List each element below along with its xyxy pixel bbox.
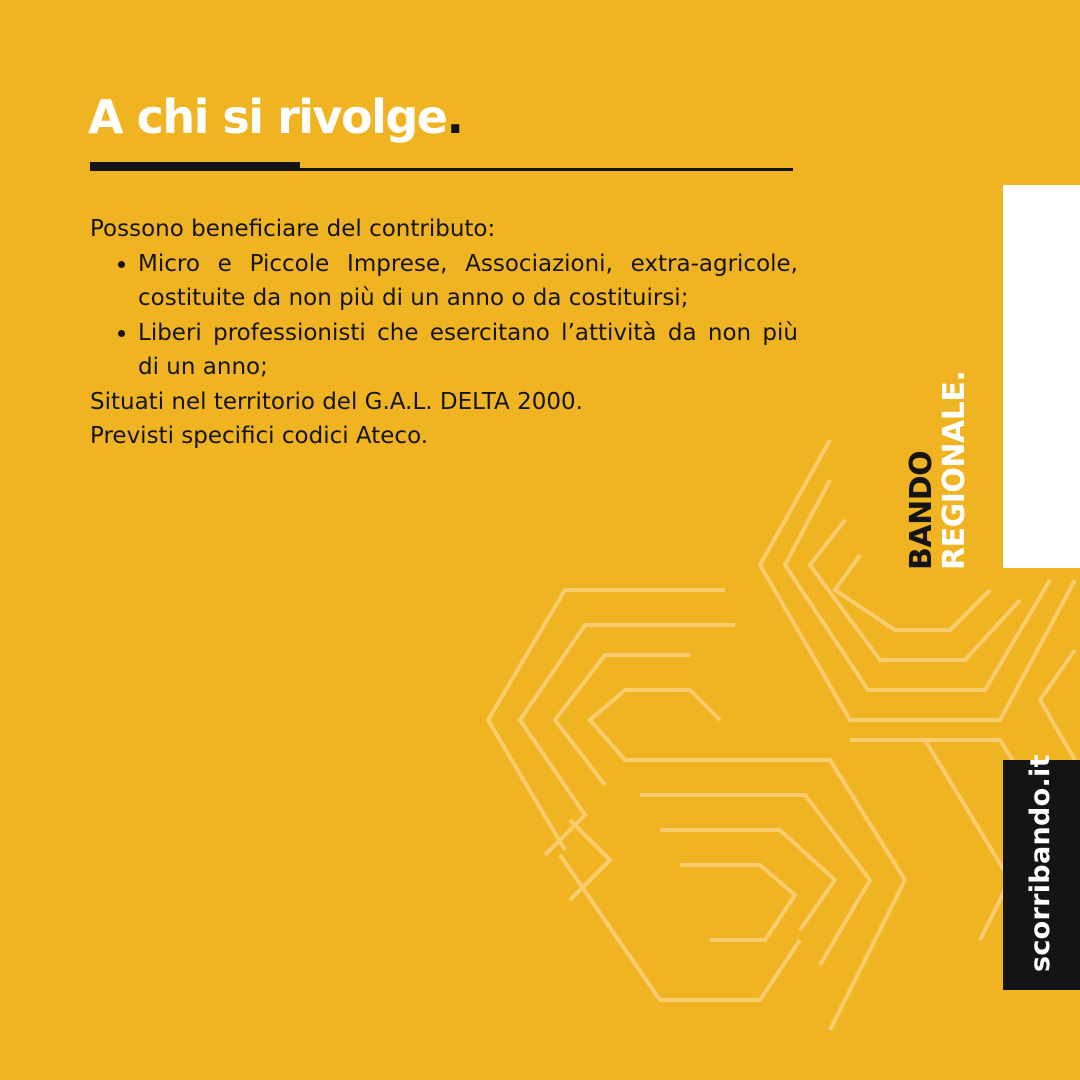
page-title	[88, 92, 463, 143]
list-item: • Liberi professionisti che esercitano l’attività da non più di un anno;	[138, 316, 798, 385]
bando-label: BANDO	[904, 450, 939, 570]
hexagon-pattern-icon	[470, 420, 1080, 1040]
territory-text: Situati nel territorio del G.A.L. DELTA 2000.	[90, 388, 583, 415]
intro-text: Possono beneficiare del contributo:	[90, 216, 496, 242]
regionale-label: REGIONALE.	[937, 370, 972, 570]
list-item: • Micro e Piccole Imprese, Associazioni, extra-agricole, costituite da non più di un anno o da costituirsi;	[138, 247, 798, 316]
eligibility-text	[90, 212, 798, 454]
title-underline-accent	[90, 162, 300, 171]
side-white-panel	[1003, 185, 1080, 568]
site-link[interactable]: scorribando.it	[1025, 754, 1056, 972]
title-dot: .	[446, 90, 463, 144]
beneficiary-list	[90, 247, 798, 385]
bando-regionale-label	[905, 371, 971, 570]
title-text: A chi si rivolge	[88, 90, 447, 144]
ateco-text: Previsti specifici codici Ateco.	[90, 423, 429, 449]
